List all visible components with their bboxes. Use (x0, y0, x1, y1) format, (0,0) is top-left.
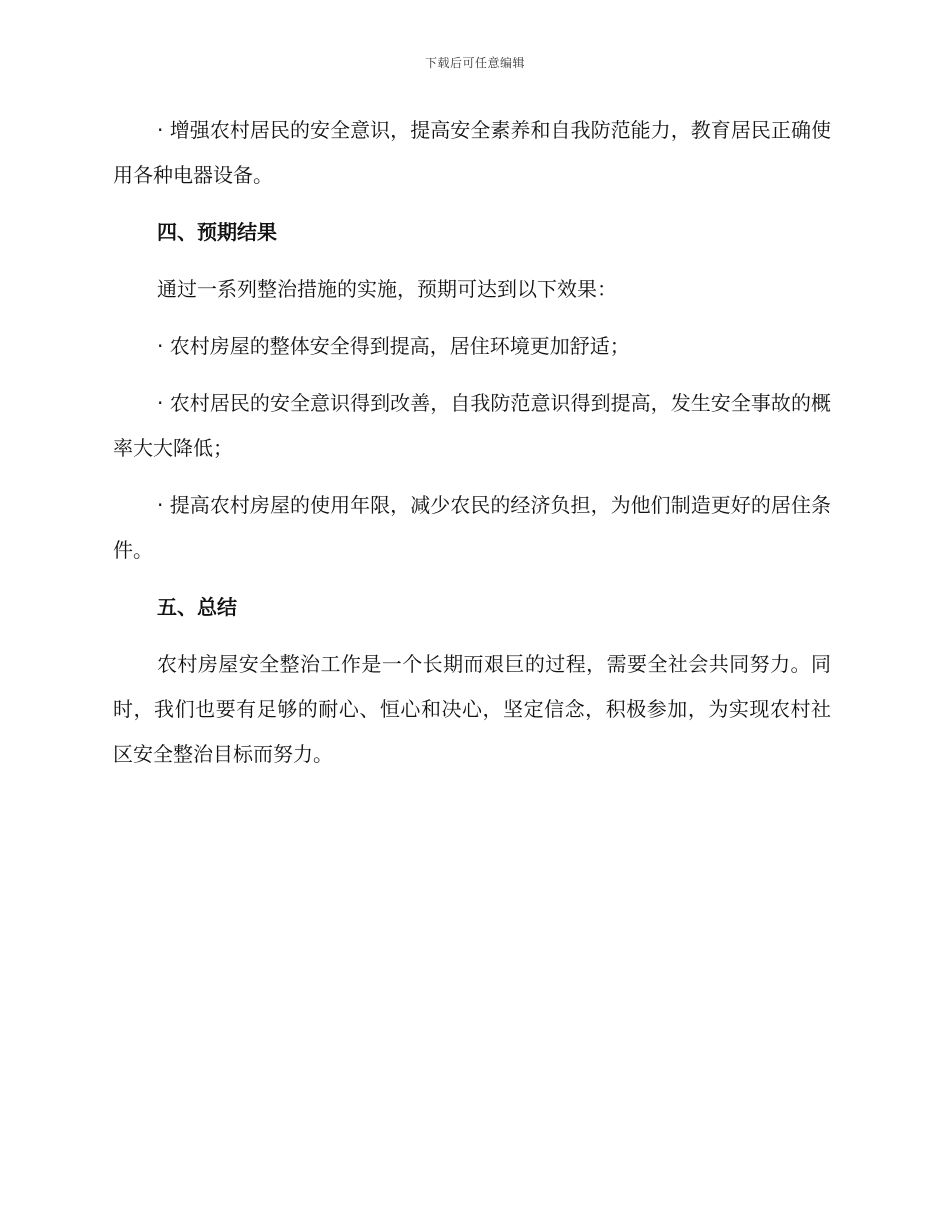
document-body (113, 108, 831, 789)
bullet-paragraph-awareness-improved: · 农村居民的安全意识得到改善，自我防范意识得到提高，发生安全事故的概率大大降低； (113, 391, 831, 460)
section-heading-summary: 五、总结 (157, 595, 237, 619)
section-heading-expected-results: 四、预期结果 (157, 220, 277, 244)
bullet-paragraph-housing-lifespan: · 提高农村房屋的使用年限，减少农民的经济负担，为他们制造更好的居住条件。 (113, 493, 831, 562)
intro-paragraph-expected-results: 通过一系列整治措施的实施，预期可达到以下效果： (157, 277, 617, 301)
bullet-paragraph-housing-safety: · 农村房屋的整体安全得到提高，居住环境更加舒适； (157, 334, 630, 358)
page-header-note: 下载后可任意编辑 (424, 56, 525, 70)
summary-paragraph: 农村房屋安全整治工作是一个长期而艰巨的过程，需要全社会共同努力。同时，我们也要有足够的耐心、恒心和决心，坚定信念，积极参加，为实现农村社区安全整治目标而努力。 (113, 652, 831, 766)
bullet-paragraph-safety-awareness: · 增强农村居民的安全意识，提高安全素养和自我防范能力，教育居民正确使用各种电器设备。 (113, 118, 831, 187)
